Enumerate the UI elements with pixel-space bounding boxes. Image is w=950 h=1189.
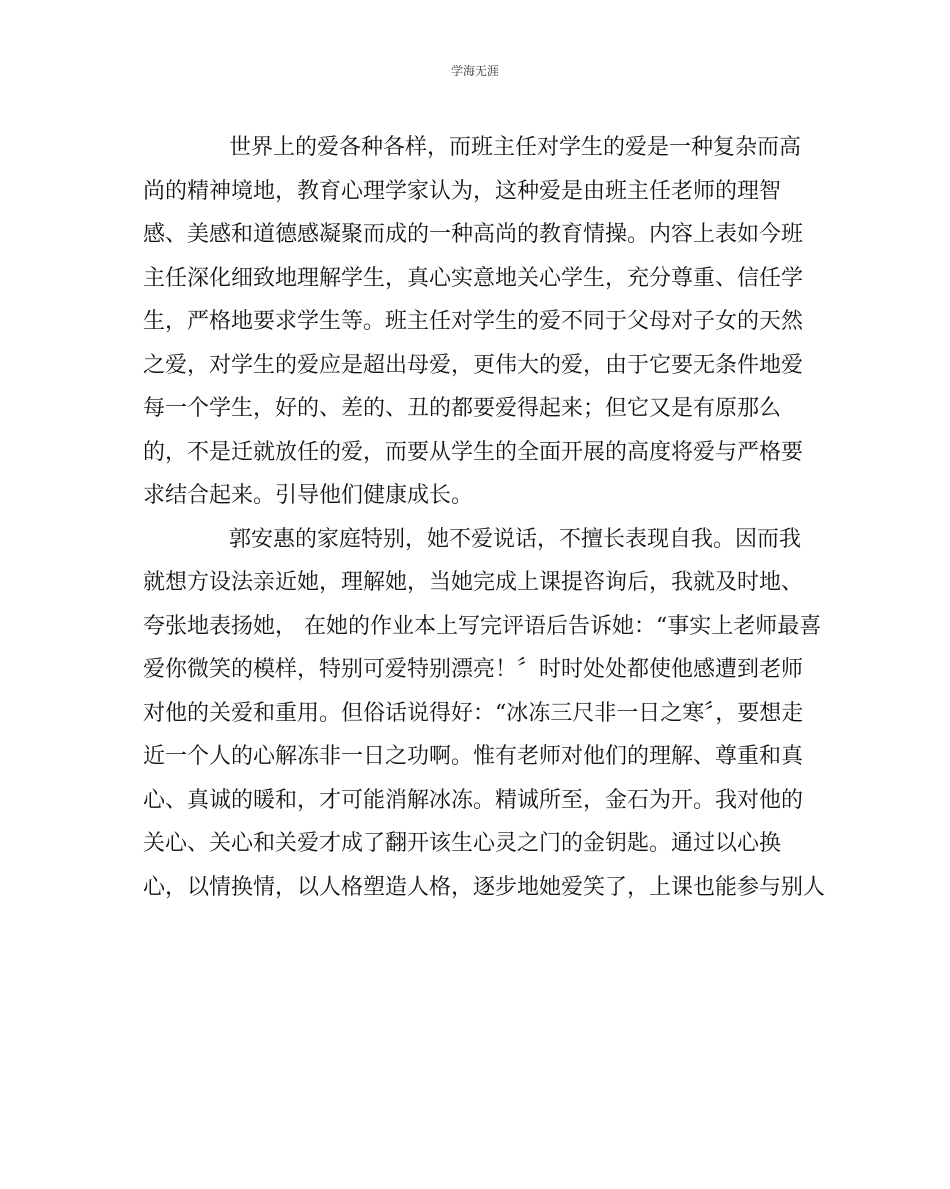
text-line: 之爱，对学生的爱应是超出母爱，更伟大的爱，由于它要无条件地爱 bbox=[143, 352, 804, 378]
text-line: 感、美感和道德感凝聚而成的一种高尚的教育情操。内容上表如今班 bbox=[143, 222, 804, 247]
text-line: 心，以情换情，以人格塑造人格，逐步地她爱笑了，上课也能参与别人 bbox=[143, 874, 826, 900]
text-line: 主任深化细致地理解学生，真心实意地关心学生，充分尊重、信任学 bbox=[143, 265, 804, 291]
text-line: 生，严格地要求学生等。班主任对学生的爱不同于父母对子女的天然 bbox=[143, 309, 804, 334]
text-line: 心、真诚的暖和，才可能消解冰冻。精诚所至，金石为开。我对他的 bbox=[143, 787, 804, 813]
paragraph-1 bbox=[143, 126, 813, 518]
text-line: 每一个学生，好的、差的、丑的都要爱得起来；但它又是有原那么 bbox=[143, 396, 782, 421]
text-line: 尚的精神境地，教育心理学家认为，这种爱是由班主任老师的理智 bbox=[143, 178, 782, 204]
text-line: 求结合起来。引导他们健康成长。 bbox=[143, 483, 474, 508]
text-line: 夸张地表扬她， 在她的作业本上写完评语后告诉她：“事实上老师最喜 bbox=[143, 613, 822, 639]
text-line: 世界上的爱各种各样，而班主任对学生的爱是一种复杂而高 bbox=[229, 135, 802, 160]
document-body bbox=[143, 126, 826, 909]
text-line: 近一个人的心解冻非一日之功啊。惟有老师对他们的理解、尊重和真 bbox=[143, 744, 804, 769]
text-line: 就想方设法亲近她，理解她，当她完成上课提咨询后，我就及时地、 bbox=[143, 570, 804, 595]
text-line: 爱你微笑的模样，特别可爱特别漂亮！〞时时处处都使他感遭到老师 bbox=[143, 657, 804, 682]
text-line: 郭安惠的家庭特别，她不爱说话，不擅长表现自我。因而我 bbox=[229, 526, 802, 552]
text-line: 对他的关爱和重用。但俗话说得好：“冰冻三尺非一日之寒〞，要想走 bbox=[143, 700, 804, 726]
text-line: 的，不是迁就放任的爱，而要从学生的全面开展的高度将爱与严格要 bbox=[143, 439, 804, 465]
text-line: 关心、关心和关爱才成了翻开该生心灵之门的金钥匙。通过以心换 bbox=[143, 831, 782, 856]
page-header: 学海无涯 bbox=[450, 64, 499, 78]
paragraph-2 bbox=[143, 518, 826, 910]
